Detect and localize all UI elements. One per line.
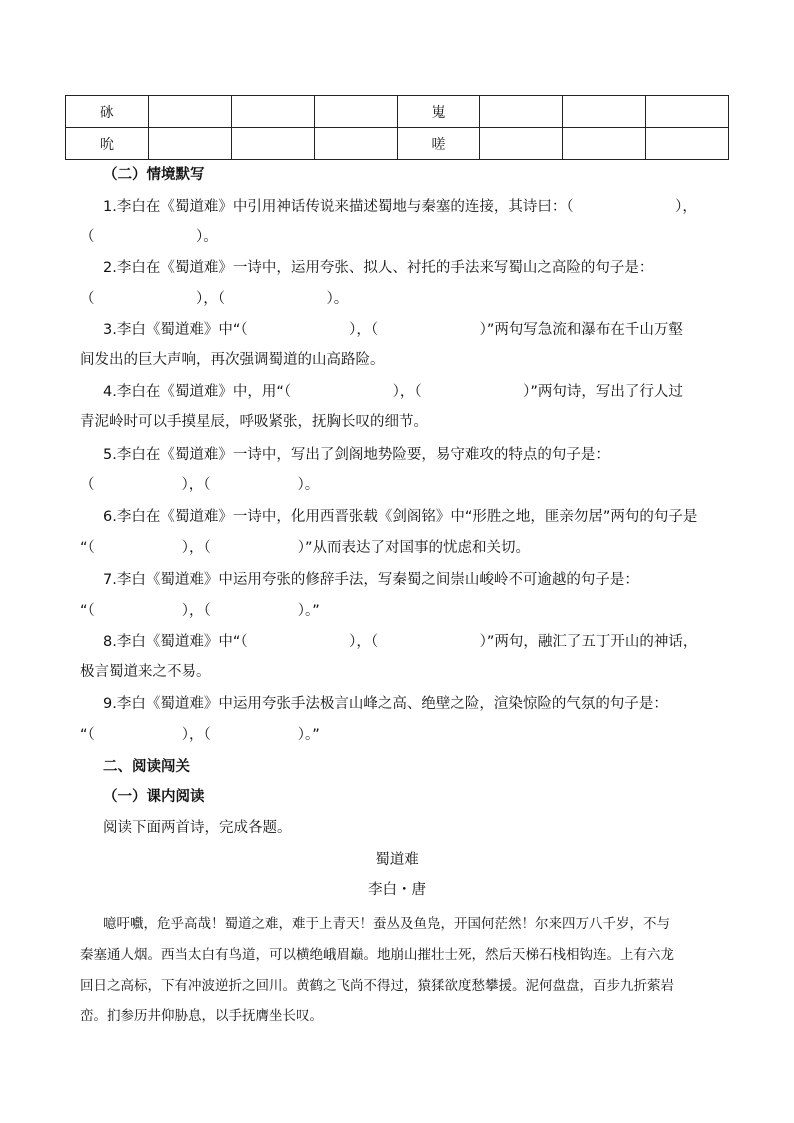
poem-line: 峦。扪参历井仰胁息，以手抚膺坐长叹。 <box>80 1008 323 1024</box>
table-row <box>66 96 729 128</box>
table-cell <box>563 96 646 128</box>
table-cell: 砯 <box>66 96 149 128</box>
question-2-line-1: 2.李白在《蜀道难》一诗中，运用夸张、拟人、衬托的手法来写蜀山之高险的句子是： <box>103 260 654 276</box>
table-cell <box>148 96 231 128</box>
subsection-heading-in-class: （一）课内阅读 <box>103 789 205 805</box>
table-cell <box>231 128 314 160</box>
reading-instruction: 阅读下面两首诗，完成各题。 <box>103 820 292 836</box>
table-cell <box>314 128 397 160</box>
question-2-line-2: （ ），（ ）。 <box>80 291 349 307</box>
question-8-line-2: 极言蜀道来之不易。 <box>80 664 211 680</box>
question-4-line-1: 4.李白在《蜀道难》中，用“（ ），（ ）”两句诗，写出了行人过 <box>103 384 683 400</box>
poem-line: 秦塞通人烟。西当太白有鸟道，可以横绝峨眉巅。地崩山摧壮士死，然后天梯石栈相钩连。上有六龙 <box>80 947 674 963</box>
question-1-line-2: （ ）。 <box>80 229 218 245</box>
question-6-line-1: 6.李白在《蜀道难》一诗中，化用西晋张载《剑阁铭》中“形胜之地，匪亲勿居”两句的句子是 <box>103 509 698 525</box>
table-cell: 嗟 <box>397 128 480 160</box>
question-9-line-2: “（ ），（ ）。” <box>80 727 320 743</box>
table-cell <box>646 128 729 160</box>
section-heading-situational: （二）情境默写 <box>103 167 205 183</box>
table-cell: 吮 <box>66 128 149 160</box>
table-cell <box>563 128 646 160</box>
question-8-line-1: 8.李白《蜀道难》中“（ ），（ ）”两句，融汇了五丁开山的神话， <box>103 634 698 650</box>
question-5-line-2: （ ），（ ）。 <box>80 477 320 493</box>
table-cell <box>646 96 729 128</box>
table-cell <box>231 96 314 128</box>
table-cell <box>480 96 563 128</box>
table-row <box>66 128 729 160</box>
question-3-line-1: 3.李白《蜀道难》中“（ ），（ ）”两句写急流和瀑布在千山万壑 <box>103 322 683 338</box>
poem-title: 蜀道难 <box>375 852 419 868</box>
poem-line: 噫吁嚱，危乎高哉！蜀道之难，难于上青天！蚕丛及鱼凫，开国何茫然！尔来四万八千岁，不与 <box>103 916 670 932</box>
question-7-line-2: “（ ），（ ）。” <box>80 603 320 619</box>
table-cell <box>148 128 231 160</box>
character-table <box>65 95 729 160</box>
question-9-line-1: 9.李白《蜀道难》中运用夸张手法极言山峰之高、绝壁之险，渲染惊险的气氛的句子是： <box>103 696 668 712</box>
question-6-line-2: “（ ），（ ）”从而表达了对国事的忧虑和关切。 <box>80 540 531 556</box>
section-heading-reading: 二、阅读闯关 <box>103 759 190 775</box>
table-cell <box>314 96 397 128</box>
table-cell <box>480 128 563 160</box>
question-4-line-2: 青泥岭时可以手摸星辰，呼吸紧张，抚胸长叹的细节。 <box>80 414 428 430</box>
table-cell: 嵬 <box>397 96 480 128</box>
poem-author: 李白・唐 <box>368 882 426 898</box>
question-7-line-1: 7.李白《蜀道难》中运用夸张的修辞手法，写秦蜀之间崇山峻岭不可逾越的句子是： <box>103 572 639 588</box>
question-1-line-1: 1.李白在《蜀道难》中引用神话传说来描述蜀地与秦塞的连接，其诗曰：（ ）， <box>103 199 697 215</box>
poem-line: 回日之高标，下有冲波逆折之回川。黄鹤之飞尚不得过，猿猱欲度愁攀援。泥何盘盘，百步九折萦岩 <box>80 978 674 994</box>
question-5-line-1: 5.李白在《蜀道难》一诗中，写出了剑阁地势险要，易守难攻的特点的句子是： <box>103 447 610 463</box>
question-3-line-2: 间发出的巨大声响，再次强调蜀道的山高路险。 <box>80 352 385 368</box>
